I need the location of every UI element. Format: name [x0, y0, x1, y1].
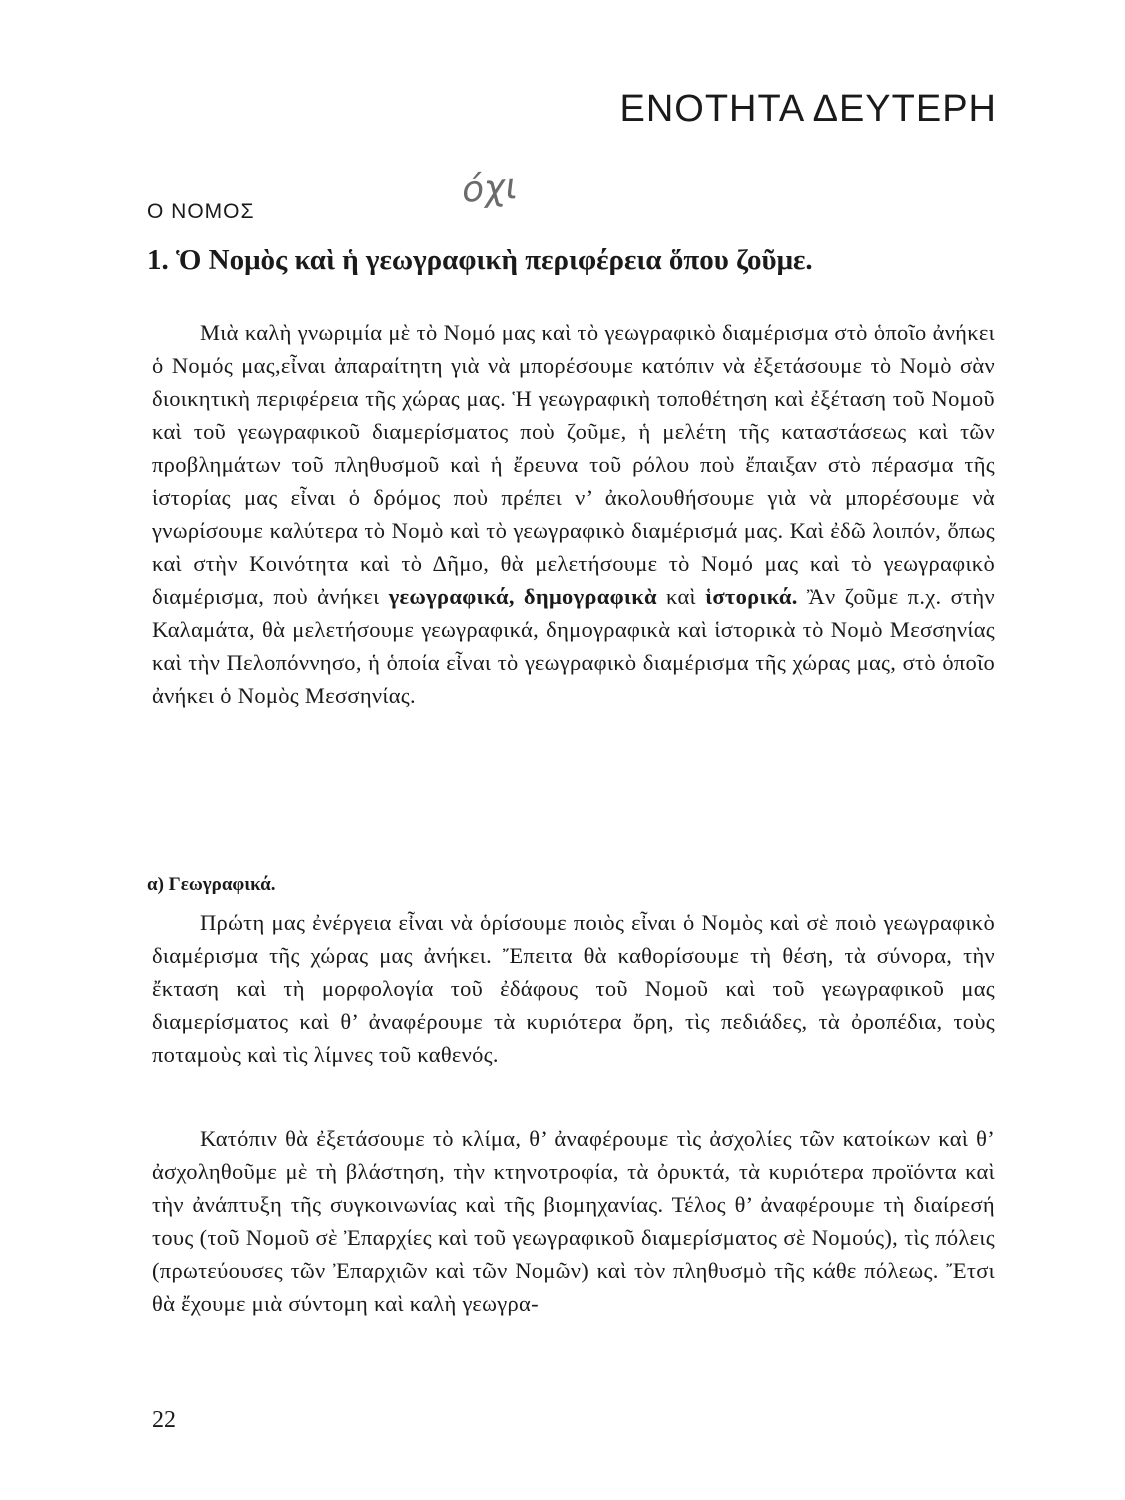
paragraph-3	[152, 1122, 995, 1320]
subsection-heading: α) Γεωγραφικά.	[147, 874, 276, 895]
paragraph-1	[152, 316, 995, 712]
paragraph-1-text-b: καὶ	[666, 584, 696, 609]
handwritten-note: όχι	[460, 166, 519, 211]
chapter-heading: 1. Ὁ Νομὸς καὶ ἡ γεωγραφικὴ περιφέρεια ὅπου ζοῦμε.	[147, 244, 813, 276]
bold-terms: γεωγραφικά, δημογραφικὰ	[388, 584, 657, 609]
paragraph-3-text: Κατόπιν θὰ ἐξετάσουμε τὸ κλίμα, θ’ ἀναφέρουμε τὶς ἀσχολίες τῶν κατοίκων καὶ θ’ ἀσχοληθοῦμε μὲ τὴ βλάστηση, τὴν κτηνοτροφία, τὰ ὀρυκτά, τὰ κυριότερα προϊόντα καὶ τὴν ἀνάπτυξη τῆς συγκοινωνίας καὶ τῆς βιομηχανίας. Τέλος θ’ ἀναφέρουμε τὴ διαίρεσή τους (τοῦ Νομοῦ σὲ Ἐπαρχίες καὶ τοῦ γεωγραφικοῦ διαμερίσματος σὲ Νομούς), τὶς πόλεις (πρωτεύουσες τῶν Ἐπαρχιῶν καὶ τῶν Νομῶν) καὶ τὸν πληθυσμὸ τῆς κάθε πόλεως. Ἔτσι θὰ ἔχουμε μιὰ σύντομη καὶ καλὴ γεωγρα-	[152, 1126, 995, 1316]
paragraph-2	[152, 906, 995, 1071]
page-number: 22	[152, 1407, 176, 1433]
bold-term-historical: ἱστορικά.	[705, 584, 798, 609]
paragraph-2-text: Πρώτη μας ἐνέργεια εἶναι νὰ ὁρίσουμε ποιὸς εἶναι ὁ Νομὸς καὶ σὲ ποιὸ γεωγραφικὸ διαμέρισμα τῆς χώρας μας ἀνήκει. Ἔπειτα θὰ καθορίσουμε τὴ θέση, τὰ σύνορα, τὴν ἔκταση καὶ τὴ μορφολογία τοῦ ἐδάφους τοῦ Νομοῦ καὶ τοῦ γεωγραφικοῦ μας διαμερίσματος καὶ θ’ ἀναφέρουμε τὰ κυριότερα ὄρη, τὶς πεδιάδες, τὰ ὀροπέδια, τοὺς ποταμοὺς καὶ τὶς λίμνες τοῦ καθενός.	[152, 910, 995, 1067]
paragraph-1-text-a: Μιὰ καλὴ γνωριμία μὲ τὸ Νομό μας καὶ τὸ γεωγραφικὸ διαμέρισμα στὸ ὁποῖο ἀνήκει ὁ Νομός μας,εἶναι ἀπαραίτητη γιὰ νὰ μπορέσουμε κατόπιν νὰ ἐξετάσουμε τὸ Νομὸ σὰν διοικητικὴ περιφέρεια τῆς χώρας μας. Ἡ γεωγραφικὴ τοποθέτηση καὶ ἐξέταση τοῦ Νομοῦ καὶ τοῦ γεωγραφικοῦ διαμερίσματος ποὺ ζοῦμε, ἡ μελέτη τῆς καταστάσεως καὶ τῶν προβλημάτων τοῦ πληθυσμοῦ καὶ ἡ ἔρευνα τοῦ ρόλου ποὺ ἔπαιξαν στὸ πέρασμα τῆς ἱστορίας μας εἶναι ὁ δρόμος ποὺ πρέπει ν’ ἀκολουθήσουμε γιὰ νὰ μπορέσουμε νὰ γνωρίσουμε καλύτερα τὸ Νομὸ καὶ τὸ γεωγραφικὸ διαμέρισμά μας. Καὶ ἐδῶ λοιπόν, ὅπως καὶ στὴν Κοινότητα καὶ τὸ Δῆμο, θὰ μελετήσουμε τὸ Νομό μας καὶ τὸ γεωγραφικὸ διαμέρισμα, ποὺ ἀνήκει	[152, 320, 995, 609]
unit-title: ΕΝΟΤΗΤΑ ΔΕΥΤΕΡΗ	[619, 88, 997, 130]
paragraph-1-text-c: Ἂν ζοῦμε π.χ. στὴν Καλαμάτα, θὰ μελετήσουμε γεωγραφικά, δημογραφικὰ καὶ ἱστορικὰ τὸ Νομὸ Μεσσηνίας καὶ τὴν Πελοπόννησο, ἡ ὁποία εἶναι τὸ γεωγραφικὸ διαμέρισμα τῆς χώρας μας, στὸ ὁποῖο ἀνήκει ὁ Νομὸς Μεσσηνίας.	[152, 584, 995, 708]
section-label: Ο ΝΟΜΟΣ	[147, 200, 255, 223]
